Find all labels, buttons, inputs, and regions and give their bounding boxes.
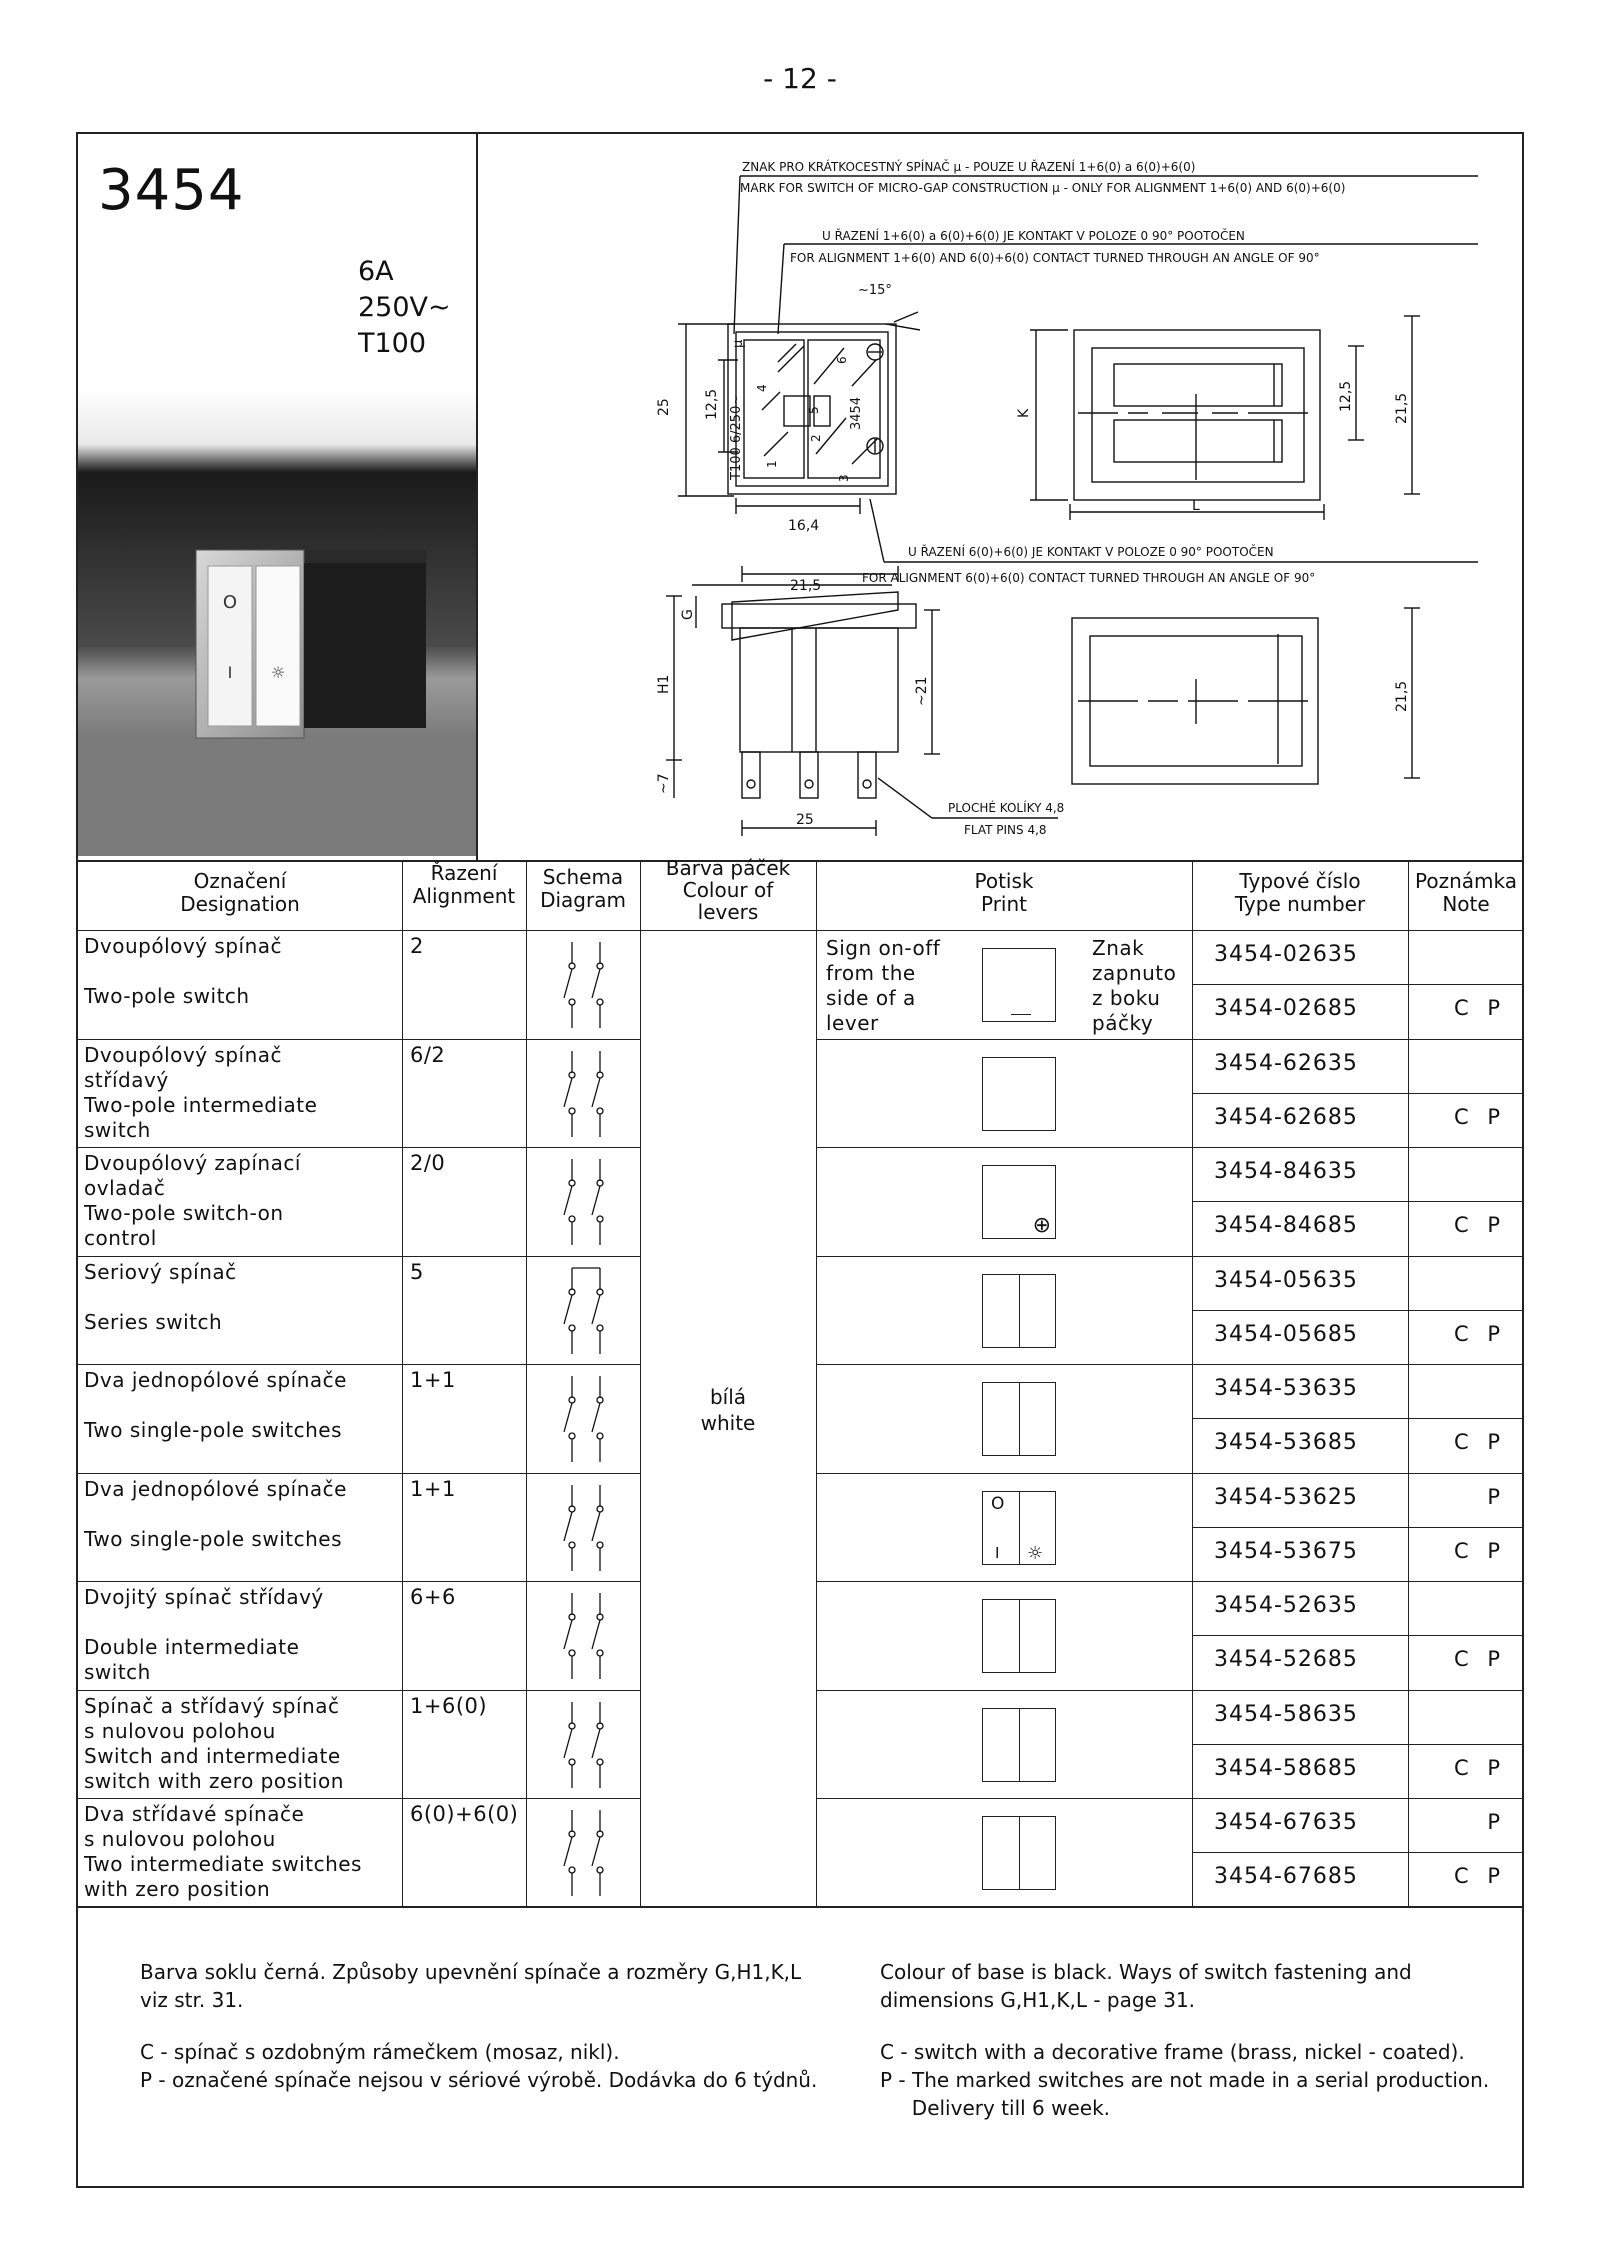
print-symbol-box xyxy=(982,1599,1056,1673)
note-flags: P xyxy=(1487,1484,1506,1509)
print-lever-divider xyxy=(1019,1383,1020,1455)
type-number: 3454-84685 xyxy=(1214,1213,1358,1238)
body-code-mark: 3454 xyxy=(849,396,864,430)
print-lamp-icon: ⊕ xyxy=(1032,1213,1051,1238)
type-number: 3454-84635 xyxy=(1214,1159,1358,1184)
type-number: 3454-53685 xyxy=(1214,1430,1358,1455)
header-designation: Označení Designation xyxy=(180,869,300,916)
print-symbol-box xyxy=(982,1274,1056,1348)
note-microgap-cz: ZNAK PRO KRÁTKOCESTNÝ SPÍNAČ µ - POUZE U ŘAZENÍ 1+6(0) a 6(0)+6(0) xyxy=(742,160,1196,174)
alignment-cell: 5 xyxy=(410,1259,424,1284)
print-lever-divider xyxy=(1019,1275,1020,1347)
type-number: 3454-02635 xyxy=(1214,942,1358,967)
dim-21-5-lower: 21,5 xyxy=(1394,680,1410,712)
product-photo xyxy=(78,388,476,856)
designation-cell: Seriový spínač Series switch xyxy=(84,1259,237,1334)
type-number: 3454-62635 xyxy=(1214,1050,1358,1076)
type-number: 3454-53635 xyxy=(1214,1376,1358,1401)
row-separator xyxy=(816,1690,1524,1691)
print-symbol-box xyxy=(982,1816,1056,1890)
designation-cell: Dvoupólový spínač Two-pole switch xyxy=(84,934,283,1008)
footer-cz-notes: C - spínač s ozdobným rámečkem (mosaz, nikl). P - označené spínače nejsou v sériové výrobě. Dodávka do 6 týdnů. xyxy=(140,2040,818,2092)
note-flags: C P xyxy=(1453,1321,1506,1346)
print-symbol-box xyxy=(982,1165,1056,1239)
dim-angle: ~15° xyxy=(858,283,892,298)
schematic-diagram xyxy=(530,934,636,1034)
print-sign-text-en: Sign on-off from the side of a lever xyxy=(826,936,941,1035)
schematic-diagram xyxy=(530,1260,636,1360)
header-colour: Barva páček Colour of levers xyxy=(665,856,791,924)
type-number: 3454-53625 xyxy=(1214,1484,1358,1510)
alignment-cell: 1+6(0) xyxy=(410,1693,488,1718)
note-flags: C P xyxy=(1453,1647,1506,1671)
subrow-separator xyxy=(1192,1744,1524,1745)
print-symbol-box xyxy=(982,1057,1056,1131)
note-contact2-en: FOR ALIGNMENT 6(0)+6(0) CONTACT TURNED THROUGH AN ANGLE OF 90° xyxy=(862,571,1316,585)
alignment-cell: 1+1 xyxy=(410,1476,456,1501)
row-separator xyxy=(76,1581,640,1582)
print-symbol-box xyxy=(982,1708,1056,1782)
micro-gap-mark: µ xyxy=(731,339,746,348)
table-bottom xyxy=(76,1906,1524,1908)
type-number: 3454-67685 xyxy=(1214,1864,1358,1889)
col-divider xyxy=(1408,860,1409,1906)
type-number: 3454-62685 xyxy=(1214,1104,1358,1130)
print-symbol-box xyxy=(982,1382,1056,1456)
note-contact-cz: U ŘAZENÍ 1+6(0) a 6(0)+6(0) JE KONTAKT V POLOZE 0 90° POOTOČEN xyxy=(822,229,1245,243)
row-separator xyxy=(816,1473,1524,1474)
subrow-separator xyxy=(1192,1093,1524,1094)
subrow-separator xyxy=(1192,1201,1524,1202)
pin-label-5: 5 xyxy=(807,406,821,414)
note-flags: C P xyxy=(1453,1104,1506,1129)
row-separator xyxy=(76,1039,640,1040)
pin-label-2: 2 xyxy=(809,434,823,442)
alignment-cell: 2/0 xyxy=(410,1151,446,1175)
dim-7: ~7 xyxy=(656,773,672,794)
footer-en-notes: C - switch with a decorative frame (brass, nickel - coated). P - The marked switches are not made in a serial production. Delivery till 6 week. xyxy=(880,2040,1490,2120)
photo-lamp-symbol: ☼ xyxy=(270,663,286,682)
dim-21-5-right: 21,5 xyxy=(1394,392,1410,424)
col-divider xyxy=(526,860,527,1906)
dim-16-4: 16,4 xyxy=(788,518,820,534)
type-number: 3454-05635 xyxy=(1214,1267,1358,1293)
temperature-rating: T100 xyxy=(358,328,427,359)
pin-label-1: 1 xyxy=(765,460,779,468)
print-lever-divider xyxy=(1019,1492,1020,1564)
note-flags: C P xyxy=(1453,1430,1506,1454)
header-alignment: Řazení Alignment xyxy=(412,861,516,908)
lever-colour-value: bílá white xyxy=(700,1385,756,1435)
row-separator xyxy=(816,1256,1524,1257)
photo-off-symbol: O xyxy=(222,592,238,613)
flat-pins-cz: PLOCHÉ KOLÍKY 4,8 xyxy=(948,801,1065,815)
designation-cell: Dvoupólový zapínací ovladač Two-pole switch-on control xyxy=(84,1151,301,1250)
row-separator xyxy=(816,1039,1524,1040)
note-contact-en: FOR ALIGNMENT 1+6(0) AND 6(0)+6(0) CONTACT TURNED THROUGH AN ANGLE OF 90° xyxy=(790,251,1320,265)
footer-cz-base: Barva soklu černá. Způsoby upevnění spínače a rozměry G,H1,K,L viz str. 31. xyxy=(140,1960,802,2012)
header-print: Potisk Print xyxy=(974,869,1034,916)
row-separator xyxy=(76,1256,640,1257)
designation-cell: Dvoupólový spínač střídavý Two-pole intermediate switch xyxy=(84,1042,318,1142)
photo-on-symbol: I xyxy=(227,663,233,682)
dim-25-left: 25 xyxy=(656,398,672,416)
print-lever-divider xyxy=(1019,1817,1020,1889)
product-code: 3454 xyxy=(98,158,245,223)
note-flags: P xyxy=(1487,1810,1506,1834)
schematic-diagram xyxy=(530,1043,636,1143)
pin-label-4: 4 xyxy=(755,384,769,392)
schematic-diagram xyxy=(530,1585,636,1685)
dim-l: L xyxy=(1192,498,1200,514)
row-separator xyxy=(816,1364,1524,1365)
technical-drawing xyxy=(478,134,1522,859)
subrow-separator xyxy=(1192,1310,1524,1311)
header-type-number: Typové číslo Type number xyxy=(1234,869,1366,916)
designation-cell: Dva jednopólové spínače Two single-pole switches xyxy=(84,1368,347,1442)
row-separator xyxy=(76,1798,640,1799)
row-separator xyxy=(816,1798,1524,1799)
print-sign-text-cz: Znak zapnuto z boku páčky xyxy=(1092,936,1177,1035)
body-rating-mark: T100 6/250~ xyxy=(729,394,744,480)
type-number: 3454-58685 xyxy=(1214,1755,1358,1781)
subrow-separator xyxy=(1192,1635,1524,1636)
note-contact2-cz: U ŘAZENÍ 6(0)+6(0) JE KONTAKT V POLOZE 0 90° POOTOČEN xyxy=(908,545,1274,559)
pin-label-6: 6 xyxy=(835,356,849,364)
alignment-cell: 6/2 xyxy=(410,1042,446,1067)
row-separator xyxy=(816,1581,1524,1582)
type-number: 3454-67635 xyxy=(1214,1810,1358,1835)
type-number: 3454-02685 xyxy=(1214,996,1358,1021)
subrow-separator xyxy=(1192,1418,1524,1419)
dim-k: K xyxy=(1016,408,1032,418)
note-flags: C P xyxy=(1453,996,1506,1020)
dim-21-5-top: 21,5 xyxy=(790,578,822,594)
note-microgap-en: MARK FOR SWITCH OF MICRO-GAP CONSTRUCTION µ - ONLY FOR ALIGNMENT 1+6(0) AND 6(0)+6(0) xyxy=(740,181,1346,195)
dim-12-5-left: 12,5 xyxy=(704,388,720,420)
print-on-icon: I xyxy=(995,1543,1000,1562)
print-lever-divider xyxy=(1019,1600,1020,1672)
row-separator xyxy=(76,1473,640,1474)
current-rating: 6A xyxy=(358,256,394,287)
note-flags: C P xyxy=(1453,1538,1506,1563)
schematic-diagram xyxy=(530,1151,636,1251)
voltage-rating: 250V~ xyxy=(358,292,451,323)
col-divider xyxy=(1192,860,1193,1906)
dim-12-5-right: 12,5 xyxy=(1338,380,1354,412)
designation-cell: Spínač a střídavý spínač s nulovou polohou Switch and intermediate switch with zero position xyxy=(84,1693,344,1793)
alignment-cell: 6+6 xyxy=(410,1585,456,1609)
header-note: Poznámka Note xyxy=(1415,869,1517,916)
schematic-diagram xyxy=(530,1477,636,1577)
col-divider xyxy=(816,860,817,1906)
page-number: - 12 - xyxy=(763,62,837,95)
footer-en-base: Colour of base is black. Ways of switch fastening and dimensions G,H1,K,L - page 31. xyxy=(880,1960,1412,2012)
print-on-mark xyxy=(1011,1014,1031,1015)
subrow-separator xyxy=(1192,1852,1524,1853)
print-off-icon: O xyxy=(991,1493,1005,1514)
row-separator xyxy=(816,1147,1524,1148)
type-number: 3454-52635 xyxy=(1214,1593,1358,1618)
schematic-diagram xyxy=(530,1802,636,1902)
header-diagram: Schema Diagram xyxy=(540,865,626,912)
subrow-separator xyxy=(1192,1527,1524,1528)
schematic-diagram xyxy=(530,1368,636,1468)
row-separator xyxy=(76,1147,640,1148)
print-lamp-icon: ☼ xyxy=(1027,1542,1044,1564)
flat-pins-en: FLAT PINS 4,8 xyxy=(964,823,1047,837)
designation-cell: Dvojitý spínač střídavý Double intermediate switch xyxy=(84,1585,324,1684)
dim-25-bottom: 25 xyxy=(796,812,814,828)
row-separator xyxy=(76,1364,640,1365)
dim-g: G xyxy=(680,609,696,620)
note-flags: C P xyxy=(1453,1213,1506,1237)
row-separator xyxy=(76,1690,640,1691)
type-number: 3454-53675 xyxy=(1214,1538,1358,1564)
note-flags: C P xyxy=(1453,1755,1506,1780)
alignment-cell: 6(0)+6(0) xyxy=(410,1802,519,1826)
col-divider xyxy=(640,860,641,1906)
print-symbol-box xyxy=(982,1491,1056,1565)
type-number: 3454-58635 xyxy=(1214,1701,1358,1727)
designation-cell: Dva jednopólové spínače Two single-pole switches xyxy=(84,1476,347,1551)
alignment-cell: 1+1 xyxy=(410,1368,456,1392)
pin-label-3: 3 xyxy=(837,474,851,482)
alignment-cell: 2 xyxy=(410,934,424,958)
dim-21: ~21 xyxy=(914,676,930,706)
dim-h1: H1 xyxy=(656,674,672,694)
type-number: 3454-52685 xyxy=(1214,1647,1358,1672)
print-symbol-box xyxy=(982,948,1056,1022)
designation-cell: Dva střídavé spínače s nulovou polohou Two intermediate switches with zero position xyxy=(84,1802,362,1901)
col-divider xyxy=(402,860,403,1906)
schematic-diagram xyxy=(530,1694,636,1794)
type-number: 3454-05685 xyxy=(1214,1321,1358,1347)
print-lever-divider xyxy=(1019,1709,1020,1781)
subrow-separator xyxy=(1192,984,1524,985)
table-header-bottom xyxy=(76,930,1524,931)
note-flags: C P xyxy=(1453,1864,1506,1888)
